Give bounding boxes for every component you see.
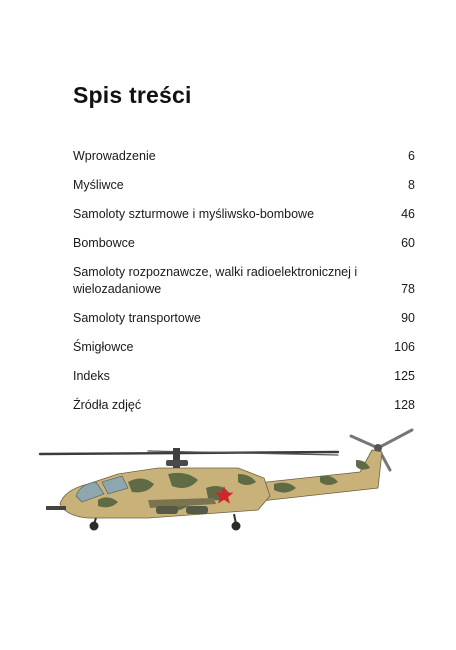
toc-entry-label: Bombowce [73, 236, 135, 250]
toc-entry-label: Wprowadzenie [73, 149, 156, 163]
toc-entry-page: 8 [408, 178, 415, 192]
toc-entry [73, 235, 415, 252]
toc-entry [73, 310, 415, 327]
toc-entry-label: Źródła zdjęć [73, 398, 142, 412]
toc-entry-page: 78 [401, 282, 415, 296]
toc-entry [73, 206, 415, 223]
toc-entry [73, 148, 415, 165]
toc-entry-page: 6 [408, 149, 415, 163]
toc-entry-label: Indeks [73, 369, 110, 383]
toc-entry-label: Samoloty transportowe [73, 311, 201, 325]
toc-entry-page: 60 [401, 236, 415, 250]
toc-entry-label: Myśliwce [73, 178, 124, 192]
toc-entry [73, 264, 415, 298]
toc-entry-label: Samoloty rozpoznawcze, walki radioelektronicznej i wielozadaniowe [73, 265, 358, 296]
toc-entry-label: Śmigłowce [73, 340, 134, 354]
toc-entry [73, 368, 415, 385]
toc-entry-page: 106 [394, 340, 415, 354]
toc-entry-page: 46 [401, 207, 415, 221]
toc-entry [73, 177, 415, 194]
table-of-contents [73, 148, 415, 426]
toc-entry-page: 125 [394, 369, 415, 383]
page-title: Spis treści [73, 82, 192, 108]
toc-entry [73, 339, 415, 356]
helicopter-illustration [38, 422, 422, 532]
toc-entry-label: Samoloty szturmowe i myśliwsko-bombowe [73, 207, 315, 221]
toc-entry-page: 128 [394, 398, 415, 412]
toc-entry-page: 90 [401, 311, 415, 325]
toc-entry [73, 397, 415, 414]
